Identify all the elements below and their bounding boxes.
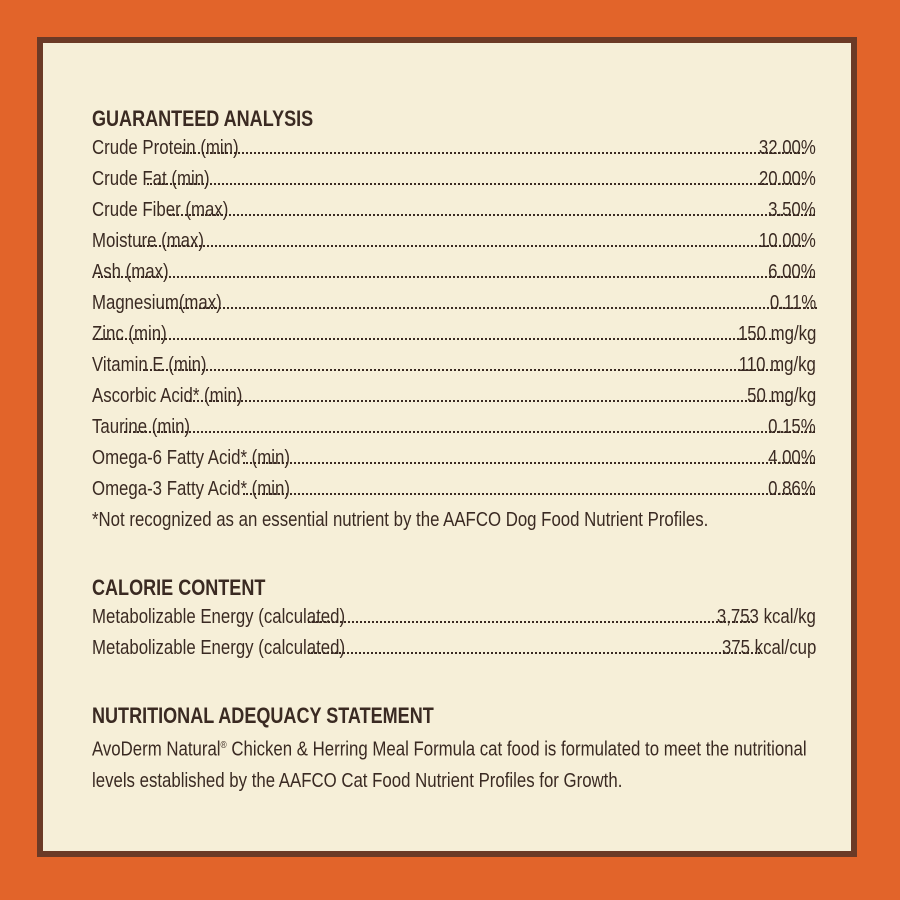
nutrient-label: Magnesium(max) bbox=[92, 292, 222, 314]
calorie-content-title: CALORIE CONTENT bbox=[92, 575, 266, 600]
guaranteed-analysis-table bbox=[92, 133, 816, 505]
nutrient-label: Crude Fiber (max) bbox=[92, 199, 229, 221]
nutrient-row bbox=[92, 381, 816, 412]
dot-leader bbox=[169, 214, 815, 216]
dot-leader bbox=[162, 307, 817, 309]
dot-leader bbox=[308, 621, 754, 623]
nutrient-row bbox=[92, 633, 816, 664]
label-panel bbox=[37, 37, 857, 857]
guaranteed-analysis-title: GUARANTEED ANALYSIS bbox=[92, 106, 314, 131]
dot-leader bbox=[147, 183, 804, 185]
nutrient-row bbox=[92, 164, 816, 195]
nutrient-label: Moisture (max) bbox=[92, 230, 205, 252]
dot-leader bbox=[243, 462, 815, 464]
registered-mark: ® bbox=[220, 740, 227, 751]
nutrient-value: 3,753 kcal/kg bbox=[716, 606, 816, 628]
dot-leader bbox=[308, 652, 759, 654]
nutrient-row bbox=[92, 602, 816, 633]
nutrient-row bbox=[92, 443, 816, 474]
nutrient-label: Taurine (min) bbox=[92, 416, 191, 438]
nutrient-value: 0.11% bbox=[769, 292, 816, 314]
nutrient-label: Crude Fat (min) bbox=[92, 168, 210, 190]
nutrient-label: Vitamin E (min) bbox=[92, 354, 207, 376]
dot-leader bbox=[243, 493, 815, 495]
nutrient-row bbox=[92, 319, 816, 350]
nutrient-value: 0.15% bbox=[768, 416, 816, 438]
footnote: *Not recognized as an essential nutrient by the AAFCO Dog Food Nutrient Profiles. bbox=[92, 509, 709, 531]
nutrient-label: Ash (max) bbox=[92, 261, 169, 283]
nutrient-value: 4.00% bbox=[768, 447, 816, 469]
nutritional-adequacy-title: NUTRITIONAL ADEQUACY STATEMENT bbox=[92, 703, 434, 728]
nutrient-row bbox=[92, 226, 816, 257]
nutrient-row bbox=[92, 474, 816, 505]
nutrient-value: 375 kcal/cup bbox=[721, 637, 816, 659]
dot-leader bbox=[98, 276, 815, 278]
nutrient-label: Metabolizable Energy (calculated) bbox=[92, 637, 346, 659]
nutrient-label: Omega-6 Fatty Acid* (min) bbox=[92, 447, 290, 469]
nutrient-value: 32.00% bbox=[759, 137, 816, 159]
dot-leader bbox=[182, 152, 804, 154]
nutrient-row bbox=[92, 288, 816, 319]
nutritional-adequacy-statement bbox=[92, 730, 816, 797]
dot-leader bbox=[124, 431, 815, 433]
calorie-content-table bbox=[92, 602, 816, 664]
dot-leader bbox=[186, 400, 790, 402]
dot-leader bbox=[96, 338, 779, 340]
nutrient-label: Metabolizable Energy (calculated) bbox=[92, 606, 346, 628]
dot-leader bbox=[143, 369, 780, 371]
nutrient-value: 110 mg/kg bbox=[738, 354, 816, 376]
nutrient-value: 6.00% bbox=[768, 261, 816, 283]
nutrient-label: Zinc (min) bbox=[92, 323, 167, 345]
nutrient-row bbox=[92, 412, 816, 443]
nutrient-row bbox=[92, 195, 816, 226]
nutrient-value: 3.50% bbox=[768, 199, 816, 221]
nutrient-row bbox=[92, 350, 816, 381]
nutrient-label: Ascorbic Acid* (min) bbox=[92, 385, 243, 407]
nutrient-value: 150 mg/kg bbox=[737, 323, 816, 345]
nutrient-row bbox=[92, 257, 816, 288]
nutrient-label: Omega-3 Fatty Acid* (min) bbox=[92, 478, 290, 500]
nutrient-row bbox=[92, 133, 816, 164]
nutrient-value: 0.86% bbox=[768, 478, 816, 500]
nutrient-label: Crude Protein (min) bbox=[92, 137, 239, 159]
label-content bbox=[92, 105, 816, 797]
brand-name: AvoDerm Natural bbox=[92, 738, 221, 761]
nutrient-value: 10.00% bbox=[759, 230, 816, 252]
dot-leader bbox=[140, 245, 804, 247]
nutrient-value: 20.00% bbox=[759, 168, 816, 190]
statement-text: Chicken & Herring Meal Formula cat food is formulated to meet the nutritional levels established by the AAFCO Cat Food Nutrient Profiles for Growth. bbox=[92, 738, 807, 792]
nutrient-value: 50 mg/kg bbox=[746, 385, 816, 407]
